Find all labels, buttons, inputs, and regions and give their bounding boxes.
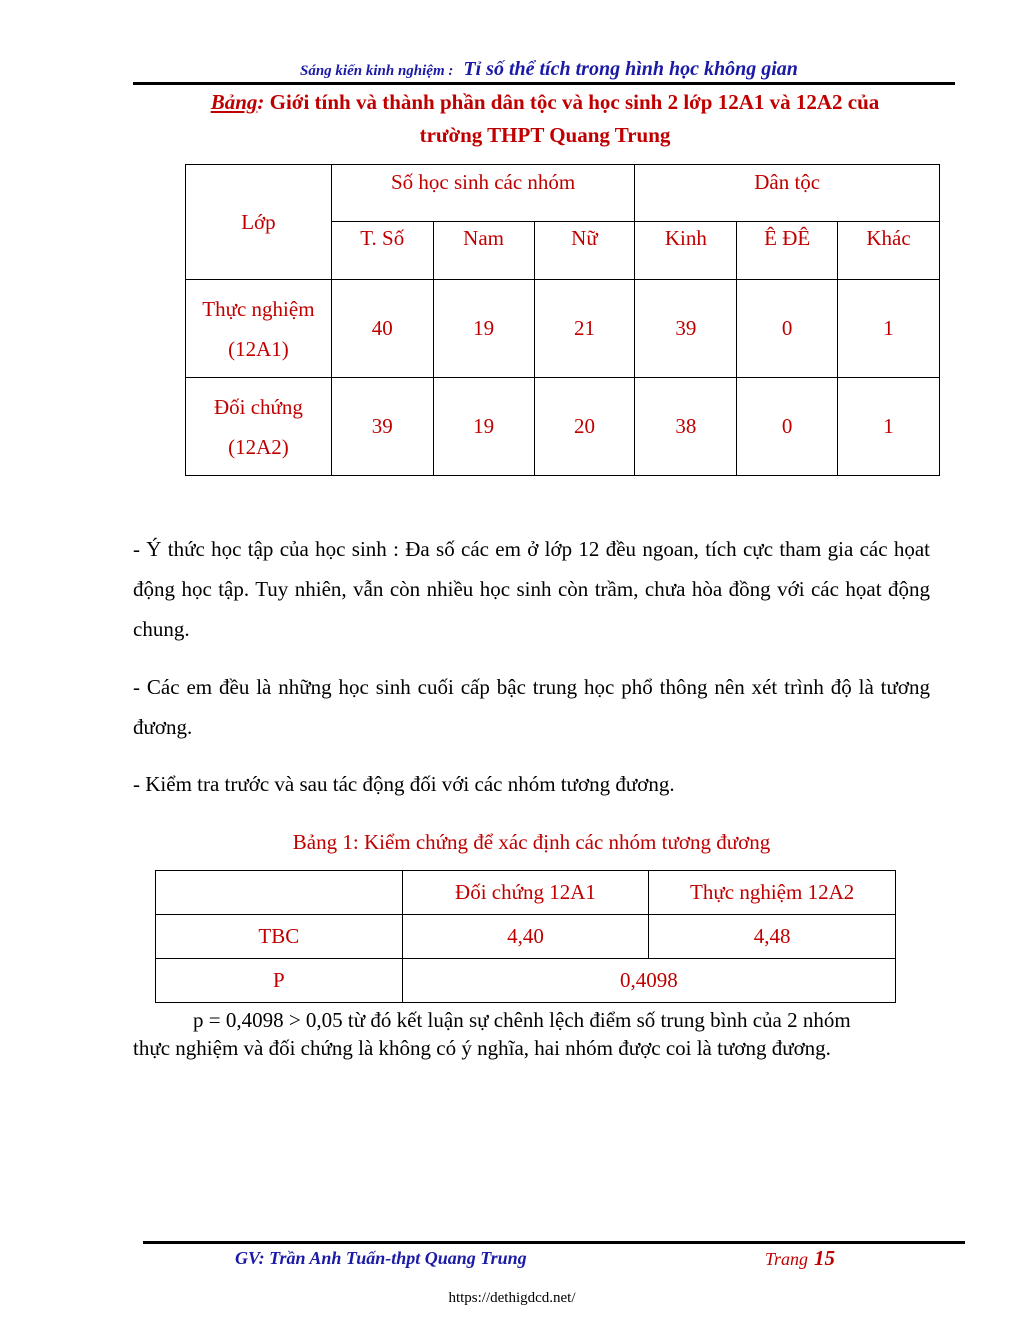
subheader-female: Nữ: [534, 222, 635, 280]
cell-male: 19: [433, 280, 534, 378]
page-number: 15: [814, 1246, 836, 1270]
paragraph-level: - Các em đều là những học sinh cuối cấp bậc trung học phổ thông nên xét trình độ là tương đương.: [133, 675, 930, 739]
row-p-label: P: [156, 959, 403, 1003]
subheader-total: T. Số: [331, 222, 433, 280]
cell-other: 1: [838, 280, 940, 378]
title-line2: trường THPT Quang Trung: [419, 123, 671, 147]
cell-male: 19: [433, 378, 534, 476]
header-group-ethnic: Dân tộc: [635, 165, 940, 222]
subheader-other: Khác: [838, 222, 940, 280]
footer-rule: [143, 1241, 965, 1244]
row-p-value: 0,4098: [402, 959, 895, 1003]
header-class: Lớp: [186, 165, 332, 280]
row-tbc-control: 4,40: [402, 915, 649, 959]
table-row: [156, 915, 896, 959]
cell-total: 39: [331, 378, 433, 476]
subheader-kinh: Kinh: [635, 222, 737, 280]
table-row: [186, 280, 940, 378]
table-title: [120, 86, 970, 152]
cell-kinh: 38: [635, 378, 737, 476]
header-rule: [133, 82, 955, 85]
header-right-text: Tỉ số thể tích trong hình học không gian: [463, 58, 798, 80]
cell-ede: 0: [737, 280, 838, 378]
title-line1: Giới tính và thành phần dân tộc và học sinh 2 lớp 12A1 và 12A2 của: [264, 90, 880, 114]
paragraph-test: - Kiểm tra trước và sau tác động đối với các nhóm tương đương.: [133, 772, 675, 796]
subheader-ede: Ê ĐÊ: [737, 222, 838, 280]
equivalence-table: [155, 870, 896, 1003]
col-experiment-header: Thực nghiệm 12A2: [649, 871, 896, 915]
row-tbc-label: TBC: [156, 915, 403, 959]
demographics-table: [185, 164, 940, 476]
page-header: [300, 58, 798, 81]
footer-author: GV: Trần Anh Tuấn-thpt Quang Trung: [235, 1248, 527, 1268]
title-colon: :: [257, 90, 265, 114]
cell-total: 40: [331, 280, 433, 378]
cell-female: 20: [534, 378, 635, 476]
conclusion-line2: thực nghiệm và đối chứng là không có ý nghĩa, hai nhóm được coi là tương đương.: [133, 1036, 831, 1060]
table2-caption: Bảng 1: Kiểm chứng để xác định các nhóm tương đương: [292, 830, 771, 854]
row-label-line2: (12A2): [228, 434, 289, 459]
row-label: [186, 280, 332, 378]
cell-kinh: 39: [635, 280, 737, 378]
source-url[interactable]: https://dethigdcd.net/: [448, 1290, 576, 1306]
conclusion: [133, 1006, 933, 1062]
paragraph-attitude: - Ý thức học tập của học sinh : Đa số các em ở lớp 12 đều ngoan, tích cực tham gia các họat động học tập. Tuy nhiên, vẫn còn nhiều học sinh còn trầm, chưa hòa đồng với các họat động chung.: [133, 537, 930, 641]
row-label-line2: (12A1): [228, 336, 289, 361]
footer-page: [765, 1246, 835, 1271]
empty-header-cell: [156, 871, 403, 915]
cell-ede: 0: [737, 378, 838, 476]
subheader-male: Nam: [433, 222, 534, 280]
row-tbc-experiment: 4,48: [649, 915, 896, 959]
row-label-line1: Đối chứng: [213, 394, 303, 419]
table-row: [156, 959, 896, 1003]
page-label: Trang: [765, 1249, 809, 1269]
cell-other: 1: [838, 378, 940, 476]
row-label: [186, 378, 332, 476]
header-group-students: Số học sinh các nhóm: [331, 165, 635, 222]
cell-female: 21: [534, 280, 635, 378]
conclusion-line1: p = 0,4098 > 0,05 từ đó kết luận sự chênh lệch điểm số trung bình của 2 nhóm: [193, 1008, 851, 1032]
title-label: Bảng: [210, 90, 258, 114]
header-left-text: Sáng kiến kinh nghiệm :: [300, 63, 454, 79]
col-control-header: Đối chứng 12A1: [402, 871, 649, 915]
table-row: [186, 378, 940, 476]
row-label-line1: Thực nghiệm: [202, 296, 315, 321]
